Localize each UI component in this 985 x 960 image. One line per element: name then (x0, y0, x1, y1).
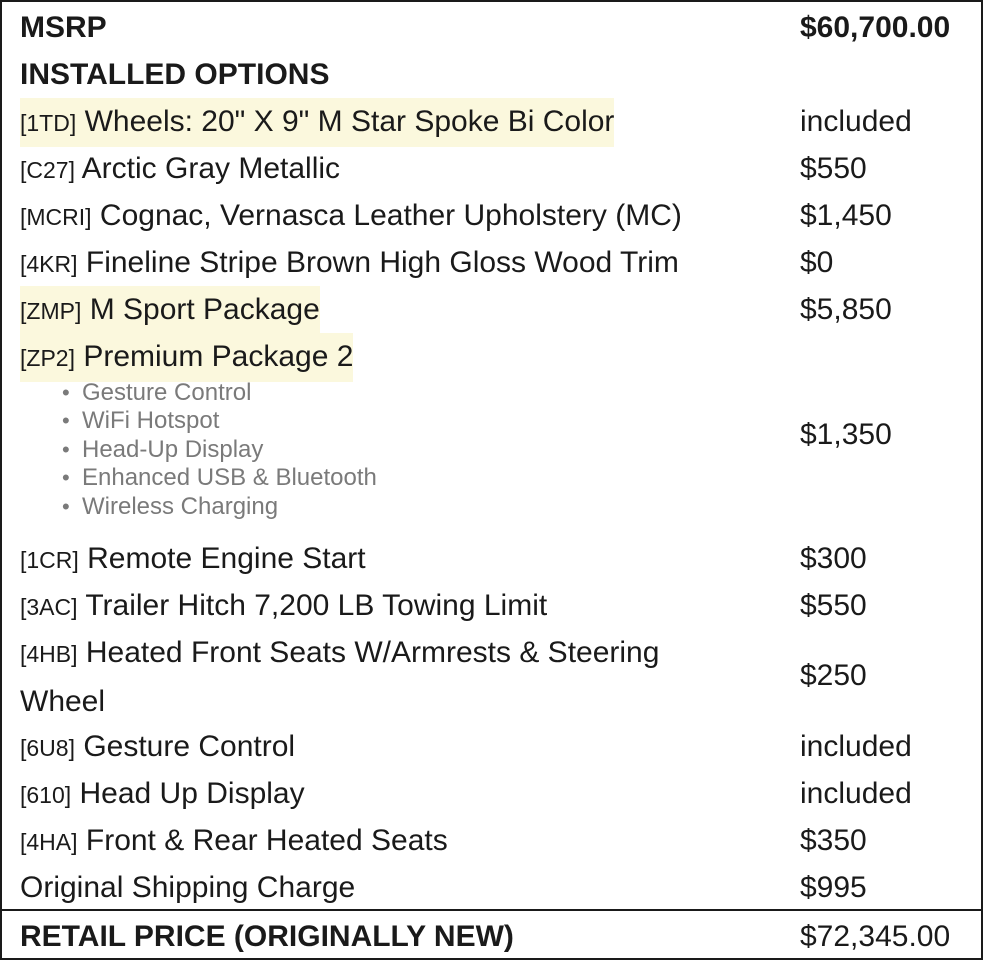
option-name: Premium Package 2 (83, 340, 354, 373)
option-name: Cognac, Vernasca Leather Upholstery (MC) (99, 199, 682, 232)
option-price: $350 (800, 824, 867, 857)
option-code: [3AC] (20, 594, 78, 620)
option-code: [1TD] (20, 110, 77, 136)
option-name: Heated Front Seats W/Armrests & Steering Wheel (20, 636, 660, 718)
option-label (20, 192, 682, 241)
option-label (20, 535, 366, 584)
option-label (20, 770, 305, 819)
retail-price-row (2, 913, 981, 960)
msrp-label: MSRP (20, 11, 107, 44)
option-row (2, 286, 981, 333)
option-code: [1CR] (20, 547, 79, 573)
option-price: $5,850 (800, 293, 892, 326)
option-price: included (800, 777, 912, 810)
option-code: [ZMP] (20, 298, 82, 324)
option-name: M Sport Package (89, 293, 320, 326)
option-price: included (800, 105, 912, 138)
option-label (20, 817, 448, 866)
shipping-label: Original Shipping Charge (20, 871, 356, 904)
installed-options-heading: INSTALLED OPTIONS (20, 58, 330, 91)
option-code: [ZP2] (20, 345, 75, 371)
option-row (2, 192, 981, 239)
package-feature: • Gesture Control (62, 379, 377, 407)
option-price: $550 (800, 589, 867, 622)
option-code: [4KR] (20, 251, 78, 277)
option-row (2, 535, 981, 582)
option-name: Gesture Control (83, 730, 296, 763)
option-name: Fineline Stripe Brown High Gloss Wood Trim (85, 246, 679, 279)
option-row (2, 239, 981, 286)
shipping-value: $995 (800, 871, 867, 904)
option-row (2, 145, 981, 192)
option-price: $250 (800, 659, 867, 692)
option-name: Remote Engine Start (87, 542, 366, 575)
option-label (20, 723, 295, 772)
option-row (2, 582, 981, 629)
option-name: Head Up Display (79, 777, 305, 810)
msrp-value: $60,700.00 (800, 11, 951, 44)
msrp-row (2, 4, 981, 51)
option-label (20, 98, 614, 147)
option-price: $300 (800, 542, 867, 575)
option-name: Front & Rear Heated Seats (85, 824, 448, 857)
option-row (2, 98, 981, 145)
option-name: Arctic Gray Metallic (81, 152, 341, 185)
option-label (20, 239, 679, 288)
option-code: [C27] (20, 157, 75, 183)
total-divider (2, 909, 981, 911)
package-feature: • Wireless Charging (62, 493, 377, 521)
option-code: [4HB] (20, 641, 78, 667)
option-label (20, 629, 740, 725)
retail-price-value: $72,345.00 (800, 920, 951, 953)
option-name: Trailer Hitch 7,200 LB Towing Limit (85, 589, 548, 622)
option-label (20, 145, 340, 194)
option-label (20, 582, 547, 631)
option-row (2, 333, 981, 380)
option-row (2, 723, 981, 770)
option-row (2, 817, 981, 864)
option-code: [4HA] (20, 829, 78, 855)
option-code: [MCRI] (20, 204, 92, 230)
option-price: included (800, 730, 912, 763)
option-code: [6U8] (20, 735, 75, 761)
package-feature-list (62, 379, 377, 521)
option-label (20, 286, 320, 335)
option-price: $1,450 (800, 199, 892, 232)
package-feature: • Enhanced USB & Bluetooth (62, 464, 377, 492)
shipping-row (2, 864, 981, 911)
option-price: $550 (800, 152, 867, 185)
option-price: $1,350 (800, 418, 892, 451)
installed-options-heading-row (2, 51, 981, 98)
retail-price-label: RETAIL PRICE (ORIGINALLY NEW) (20, 920, 514, 953)
option-price: $0 (800, 246, 834, 279)
option-row (2, 770, 981, 817)
package-feature: • WiFi Hotspot (62, 407, 377, 435)
package-feature: • Head-Up Display (62, 436, 377, 464)
option-code: [610] (20, 782, 72, 808)
option-label (20, 333, 353, 382)
option-name: Wheels: 20" X 9" M Star Spoke Bi Color (84, 105, 615, 138)
